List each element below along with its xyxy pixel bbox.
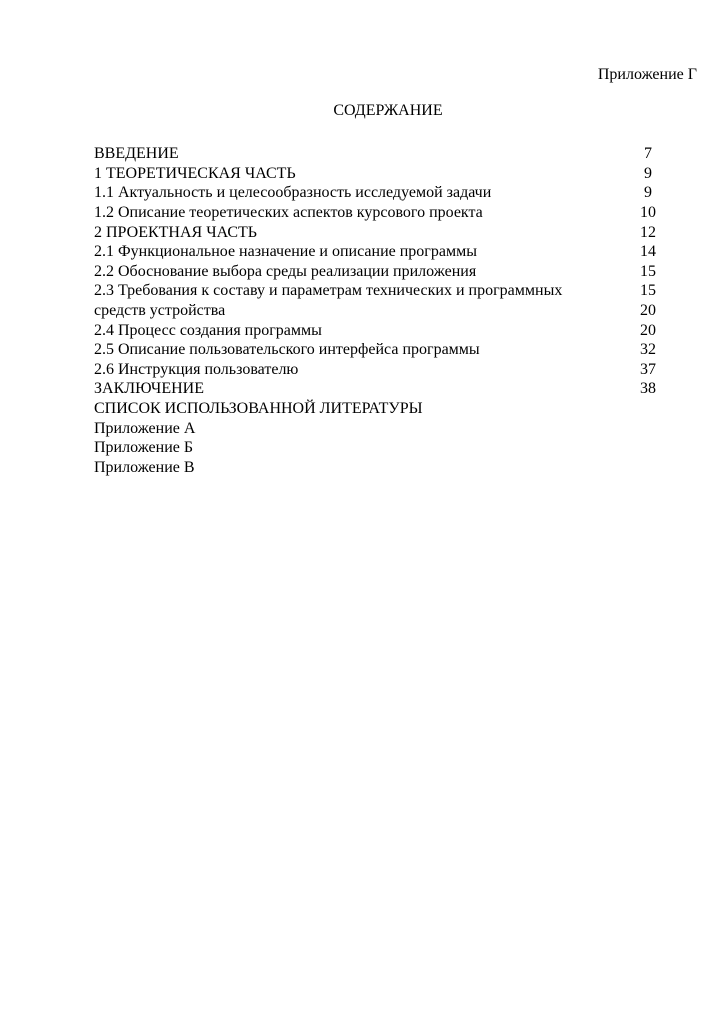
toc-entry-page-number: 20 bbox=[640, 321, 656, 339]
toc-entry-label: 2.2 Обоснование выбора среды реализации приложения bbox=[94, 262, 477, 280]
toc-entry-label: ЗАКЛЮЧЕНИЕ bbox=[94, 380, 204, 398]
toc-entry-label: СПИСОК ИСПОЛЬЗОВАННОЙ ЛИТЕРАТУРЫ bbox=[94, 399, 423, 417]
toc-row bbox=[94, 183, 670, 203]
toc-entry-page-number: 12 bbox=[640, 223, 656, 241]
toc-entry-label: Приложение В bbox=[94, 458, 195, 476]
toc-entry-label: Приложение Б bbox=[94, 439, 194, 457]
toc-entry-label: 2.5 Описание пользовательского интерфейса программы bbox=[94, 341, 480, 359]
toc-entry-label: 2.3 Требования к составу и параметрам технических и программных bbox=[94, 282, 563, 300]
toc-row bbox=[94, 301, 670, 321]
toc-entry-page-number: 9 bbox=[644, 164, 652, 182]
toc-entry-page-number: 20 bbox=[640, 301, 656, 319]
toc-entry-page-number: 37 bbox=[640, 360, 656, 378]
toc-row bbox=[94, 419, 670, 439]
toc-row bbox=[94, 164, 670, 184]
toc-row bbox=[94, 223, 670, 243]
toc-entry-label: 1 ТЕОРЕТИЧЕСКАЯ ЧАСТЬ bbox=[94, 164, 296, 182]
toc-entry-page-number: 15 bbox=[640, 282, 656, 300]
toc-entry-page-number: 32 bbox=[640, 341, 656, 359]
appendix-header: Приложение Г bbox=[597, 66, 697, 83]
toc-entry-label: ВВЕДЕНИЕ bbox=[94, 145, 179, 163]
toc-entry-page-number: 38 bbox=[640, 380, 656, 398]
toc-row bbox=[94, 360, 670, 380]
toc-entry-label: 2.4 Процесс создания программы bbox=[94, 321, 322, 339]
toc-row bbox=[94, 203, 670, 223]
toc-entry-label: 2.6 Инструкция пользователю bbox=[94, 360, 299, 378]
toc-row bbox=[94, 379, 670, 399]
toc-entry-label: 2.1 Функциональное назначение и описание программы bbox=[94, 243, 477, 261]
toc-entry-label: 1.2 Описание теоретических аспектов курсового проекта bbox=[94, 203, 483, 221]
toc-entry-page-number: 14 bbox=[640, 243, 656, 261]
toc-row bbox=[94, 262, 670, 282]
toc-entry-page-number: 10 bbox=[640, 203, 656, 221]
toc-entry-label: средств устройства bbox=[94, 301, 226, 319]
toc-entry-label: Приложение А bbox=[94, 419, 196, 437]
toc-entry-label: 2 ПРОЕКТНАЯ ЧАСТЬ bbox=[94, 223, 257, 241]
toc-row bbox=[94, 340, 670, 360]
toc-entry-page-number: 15 bbox=[640, 262, 656, 280]
toc-row bbox=[94, 438, 670, 458]
toc-row bbox=[94, 144, 670, 164]
toc-row bbox=[94, 321, 670, 341]
toc-row bbox=[94, 399, 670, 419]
table-of-contents bbox=[94, 144, 670, 477]
toc-row bbox=[94, 458, 670, 478]
toc-entry-page-number: 7 bbox=[644, 145, 652, 163]
toc-row bbox=[94, 242, 670, 262]
toc-entry-page-number: 9 bbox=[644, 184, 652, 202]
toc-row bbox=[94, 281, 670, 301]
page-title: СОДЕРЖАНИЕ bbox=[333, 101, 443, 119]
toc-entry-label: 1.1 Актуальность и целесообразность исследуемой задачи bbox=[94, 184, 492, 202]
